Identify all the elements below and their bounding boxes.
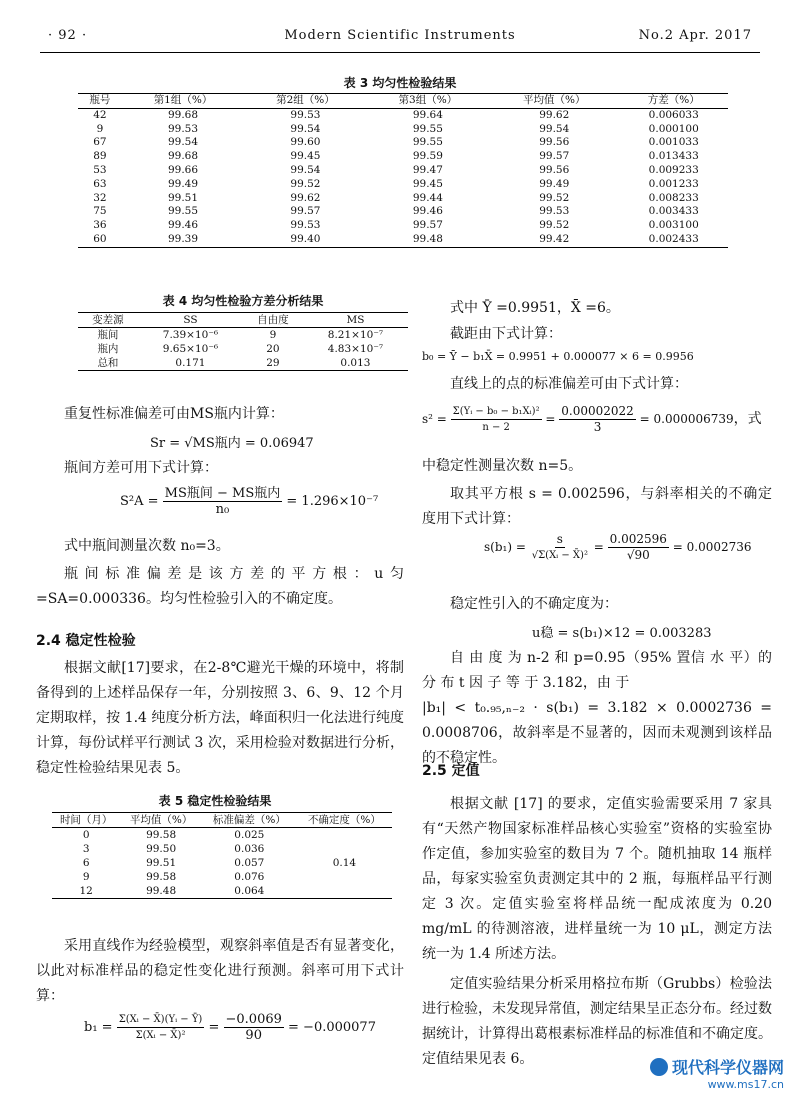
table-cell: 0.171 xyxy=(175,357,206,369)
eq-numerator: Σ(Yᵢ − b₀ − b₁Xᵢ)² xyxy=(451,404,542,420)
table-cell: 53 xyxy=(93,163,107,176)
column-header: 变差源 xyxy=(92,314,124,326)
table-row xyxy=(52,828,392,843)
table-cell: 99.56 xyxy=(539,163,570,176)
table3 xyxy=(78,93,728,248)
right-para-7a: 自 由 度 为 n-2 和 p=0.95（95% 置信 水 平）的 分 布 t 因 子 等 于 3.182，由 于 xyxy=(422,650,772,691)
column-header: 标准偏差（%） xyxy=(212,814,286,826)
table-cell: 99.54 xyxy=(290,122,321,135)
right-para-7b: |b₁| < t₀.₉₅,ₙ₋₂ · s(b₁) = 3.182 × 0.0002736 = 0.0008706，故斜率是不显著的，因而未观测到该样品的不稳定性。 xyxy=(422,700,772,766)
table-cell: 0.076 xyxy=(234,871,265,883)
table-row xyxy=(78,328,408,343)
table-cell: 99.68 xyxy=(167,108,199,121)
table-cell: 6 xyxy=(82,857,90,869)
table-cell: 99.50 xyxy=(146,843,177,855)
eq-fraction xyxy=(117,1012,205,1043)
watermark-url: www.ms17.cn xyxy=(707,1078,784,1091)
table-cell: 99.53 xyxy=(167,122,199,135)
table-cell: 总和 xyxy=(97,357,119,369)
table-cell: 99.49 xyxy=(167,177,199,190)
table-cell: 9.65×10⁻⁶ xyxy=(162,343,219,355)
table-cell: 99.39 xyxy=(167,232,199,245)
eq-numerator: 0.00002022 xyxy=(561,404,634,418)
eq-denominator: √Σ(Xᵢ − X̄)² xyxy=(531,550,588,561)
table-cell: 9 xyxy=(269,329,277,341)
table-cell: 99.40 xyxy=(290,232,321,245)
table-cell: 0.000100 xyxy=(648,122,699,135)
table-row xyxy=(78,342,408,356)
issue-info: No.2 Apr. 2017 xyxy=(638,28,752,43)
eq-numerator: MS瓶间 − MS瓶内 xyxy=(164,486,281,501)
column-header: MS xyxy=(346,314,365,326)
eq-fraction xyxy=(163,486,283,517)
table-cell: 99.51 xyxy=(146,857,177,869)
table-cell: 99.52 xyxy=(539,191,570,204)
table-row xyxy=(78,164,728,178)
eq-lhs: S²A = xyxy=(120,494,159,509)
table-cell: 4.83×10⁻⁷ xyxy=(327,343,384,355)
eq-numerator: −0.0069 xyxy=(225,1012,282,1027)
left-eq-sr: Sr = √MS瓶内 = 0.06947 xyxy=(150,436,314,451)
column-header: 方差（%） xyxy=(647,94,700,106)
eq-lhs: s(b₁) = xyxy=(484,540,526,554)
table-cell: 99.55 xyxy=(412,122,443,135)
table-cell: 99.57 xyxy=(290,205,321,218)
eq-fraction-2 xyxy=(608,532,669,563)
header-rule xyxy=(40,52,760,53)
eq-numerator: 0.002596 xyxy=(609,532,667,546)
table-cell: 99.52 xyxy=(539,219,570,232)
table-cell: 99.52 xyxy=(290,177,321,190)
table-cell: 63 xyxy=(93,177,107,190)
table-cell: 89 xyxy=(93,150,107,163)
right-para-1: 式中 Ȳ =0.9951，X̄ =6。 xyxy=(450,300,620,316)
eq-numerator: s xyxy=(556,532,563,546)
table-cell: 0.002433 xyxy=(648,232,699,245)
table-cell: 75 xyxy=(93,205,107,218)
table-cell: 99.48 xyxy=(146,885,177,897)
right-eq-intercept: b₀ = Ȳ − b₁X̄ = 0.9951 + 0.000077 × 6 = 0.9956 xyxy=(422,350,694,363)
table-cell: 0 xyxy=(82,829,90,841)
table-cell: 瓶间 xyxy=(97,329,119,341)
table-cell: 99.57 xyxy=(412,219,443,232)
table-cell: 99.49 xyxy=(539,177,570,190)
table-cell: 瓶内 xyxy=(97,343,119,355)
table3-caption: 表 3 均匀性检验结果 xyxy=(343,76,457,90)
eq-lhs: b₁ = xyxy=(84,1020,113,1035)
right-para-6: 稳定性引入的不确定度为： xyxy=(450,596,618,612)
column-header: 自由度 xyxy=(257,314,289,326)
column-header: 平均值（%） xyxy=(129,814,193,826)
right-para-4: 中稳定性测量次数 n=5。 xyxy=(422,458,583,474)
right-para-5: 取其平方根 s = 0.002596，与斜率相关的不确定度用下式计算： xyxy=(422,486,772,527)
table-cell: 99.68 xyxy=(167,150,199,163)
left-eq-s2a xyxy=(120,486,378,517)
table-cell: 99.54 xyxy=(167,136,199,149)
table-cell: 0.064 xyxy=(234,885,265,897)
eq-tail: ，式 xyxy=(733,411,762,427)
table-cell: 0.013 xyxy=(340,357,371,369)
table-cell: 99.42 xyxy=(539,232,570,245)
eq-fraction xyxy=(451,404,542,435)
eq-rhs: = 1.296×10⁻⁷ xyxy=(286,494,379,509)
table-cell: 99.53 xyxy=(290,219,321,232)
journal-name: Modern Scientific Instruments xyxy=(284,28,516,43)
left-eq-slope: b₁ = $\frac{\text{Σ(Xᵢ − X̄)(Yᵢ − Ȳ)}}{\text{Σ(Xᵢ − X̄)²}}$ = $\frac{-0.0069}{90}$ = −0.000077 xyxy=(84,1012,376,1043)
right-para-8: 根据文献 [17] 的要求，定值实验需要采用 7 家具有“天然产物国家标准样品核心实验室”资格的实验室协作定值，参加实验室的数目为 7 个。随机抽取 14 瓶样品，每家实验室负责测定其中的 2 瓶，每瓶样品平行测定 3 次。定值实验室将样品统一配成浓度为 0.20 mg/mL 的待测溶液，进样量统一为 10 μL，测定方法统一为 1.4 所述方法。 xyxy=(422,796,772,962)
table-cell: 36 xyxy=(93,219,107,232)
column-header: 不确定度（%） xyxy=(307,814,381,826)
table-row xyxy=(78,219,728,233)
table-cell: 8.21×10⁻⁷ xyxy=(327,329,384,341)
left-para-5: 根据文献[17]要求，在2-8℃避光干燥的环境中，将制备得到的上述样品保存一年，分别按照 3、6、9、12 个月定期取样，按 1.4 纯度分析方法，峰面积归一化法进行纯度计算，每份试样平行测试 3 次，采用检验对数据进行分析，稳定性检验结果见表 5。 xyxy=(36,660,404,776)
eq-lhs: s² = xyxy=(422,412,447,426)
watermark-logo-icon xyxy=(650,1058,668,1076)
eq-fraction xyxy=(530,532,590,563)
table-cell: 99.59 xyxy=(412,150,443,163)
table-cell: 0.001033 xyxy=(648,136,699,149)
table-row xyxy=(78,205,728,219)
table-cell: 99.55 xyxy=(167,205,199,218)
table-row xyxy=(78,136,728,150)
right-eq-sb1: s(b₁) = $\frac{s}{\text{√Σ(Xᵢ − X̄)²}}$ = $\frac{0.002596}{√90}$ = 0.0002736 xyxy=(484,532,752,562)
table-row xyxy=(78,178,728,192)
table-cell: 99.60 xyxy=(290,136,321,149)
eq-fraction-2 xyxy=(224,1012,284,1043)
table-row xyxy=(78,233,728,247)
table-cell: 20 xyxy=(266,343,280,355)
table-row xyxy=(78,123,728,137)
table-cell: 99.55 xyxy=(412,136,443,149)
table-cell: 99.64 xyxy=(412,108,443,121)
eq-rhs: = 0.000006739 xyxy=(639,412,734,426)
table-cell: 99.47 xyxy=(412,163,443,176)
table4 xyxy=(78,312,408,371)
table-cell: 99.62 xyxy=(539,108,570,121)
table-cell: 42 xyxy=(93,108,107,121)
right-para-9: 定值实验结果分析采用格拉布斯（Grubbs）检验法进行检验，未发现异常值，测定结果呈正态分布。经过数据统计，计算得出葛根素标准样品的标准值和不确定度。定值结果见表 6。 xyxy=(422,976,772,1067)
table-row xyxy=(78,356,408,371)
table-cell: 0.036 xyxy=(234,843,265,855)
table5 xyxy=(52,812,392,899)
right-eq-s2: s² = $\frac{\text{Σ(Yᵢ − b₀ − b₁Xᵢ)²}}{n - 2}$ = $\frac{0.00002022}{3}$ = 0.000006739，式 xyxy=(422,404,762,434)
table-row xyxy=(78,150,728,164)
table-cell: 99.57 xyxy=(539,150,570,163)
eq-denominator: 90 xyxy=(245,1028,262,1043)
table-cell: 7.39×10⁻⁶ xyxy=(162,329,219,341)
table-cell: 99.53 xyxy=(290,108,321,121)
eq-denominator: n₀ xyxy=(215,502,230,517)
column-header: 第3组（%） xyxy=(398,94,458,106)
table-cell: 99.62 xyxy=(290,191,321,204)
eq-fraction-2 xyxy=(559,404,636,435)
page-number: · 92 · xyxy=(48,28,88,43)
eq-rhs: = 0.0002736 xyxy=(672,540,752,554)
table-row xyxy=(78,108,728,122)
column-header: SS xyxy=(183,314,198,326)
watermark xyxy=(650,1055,784,1091)
eq-denominator: 3 xyxy=(593,420,602,434)
table-cell: 99.45 xyxy=(412,177,443,190)
left-para-1: 重复性标准偏差可由MS瓶内计算： xyxy=(64,406,284,422)
table-cell: 99.46 xyxy=(412,205,443,218)
left-para-6: 采用直线作为经验模型，观察斜率值是否有显著变化，以此对标准样品的稳定性变化进行预测。斜率可用下式计算： xyxy=(36,938,404,1004)
table-cell-uncertainty: 0.14 xyxy=(297,828,392,899)
right-para-3: 直线上的点的标准偏差可由下式计算： xyxy=(450,376,688,392)
table-cell: 0.001233 xyxy=(648,177,699,190)
table-cell: 0.008233 xyxy=(648,191,699,204)
left-para-2: 瓶间方差可用下式计算： xyxy=(64,460,218,476)
left-para-4: 瓶间标准偏差是该方差的平方根：u匀 =SA=0.000336。均匀性检验引入的不确定度。 xyxy=(36,566,404,607)
table-cell: 29 xyxy=(266,357,280,369)
table-cell: 0.006033 xyxy=(648,108,699,121)
right-eq-ustab: u稳 = s(b₁)×12 = 0.003283 xyxy=(532,626,712,641)
table-cell: 9 xyxy=(82,871,90,883)
section-2-5-heading: 2.5 定值 xyxy=(422,763,480,779)
table-cell: 99.46 xyxy=(167,219,199,232)
column-header: 时间（月） xyxy=(59,814,113,826)
right-para-2: 截距由下式计算： xyxy=(450,326,562,342)
column-header: 平均值（%） xyxy=(523,94,586,106)
column-header: 瓶号 xyxy=(89,94,111,106)
eq-numerator: Σ(Xᵢ − X̄)(Yᵢ − Ȳ) xyxy=(117,1012,205,1028)
watermark-name: 现代科学仪器网 xyxy=(671,1058,784,1077)
table-cell: 0.057 xyxy=(234,857,265,869)
table-cell: 99.45 xyxy=(290,150,321,163)
table-cell: 67 xyxy=(93,136,107,149)
table-cell: 99.66 xyxy=(167,163,199,176)
column-header: 第2组（%） xyxy=(276,94,335,106)
table-cell: 99.58 xyxy=(146,829,177,841)
section-2-4-heading: 2.4 稳定性检验 xyxy=(36,633,136,649)
table-cell: 99.58 xyxy=(146,871,177,883)
table-cell: 99.51 xyxy=(167,191,199,204)
column-header: 第1组（%） xyxy=(153,94,213,106)
eq-rhs: = −0.000077 xyxy=(288,1020,376,1035)
table-cell: 32 xyxy=(93,191,107,204)
table4-caption: 表 4 均匀性检验方差分析结果 xyxy=(162,294,324,308)
eq-denominator: Σ(Xᵢ − X̄)² xyxy=(135,1030,186,1041)
table5-caption: 表 5 稳定性检验结果 xyxy=(158,794,272,808)
table-cell: 0.013433 xyxy=(648,150,699,163)
eq-denominator: √90 xyxy=(626,548,650,562)
table-cell: 99.48 xyxy=(412,232,443,245)
table-cell: 60 xyxy=(93,232,107,245)
table-cell: 0.003100 xyxy=(648,219,699,232)
eq-denominator: n − 2 xyxy=(482,422,510,433)
table-cell: 9 xyxy=(96,122,104,135)
table-row xyxy=(78,192,728,206)
table-cell: 99.54 xyxy=(539,122,570,135)
table-cell: 12 xyxy=(79,885,93,897)
table-cell: 3 xyxy=(82,843,90,855)
left-para-3: 式中瓶间测量次数 n₀=3。 xyxy=(64,538,230,554)
table-cell: 99.53 xyxy=(539,205,570,218)
table-cell: 0.009233 xyxy=(648,163,699,176)
table-cell: 0.003433 xyxy=(648,205,699,218)
table-cell: 99.44 xyxy=(412,191,443,204)
table-cell: 99.56 xyxy=(539,136,570,149)
table-cell: 99.54 xyxy=(290,163,321,176)
table-cell: 0.025 xyxy=(234,829,265,841)
